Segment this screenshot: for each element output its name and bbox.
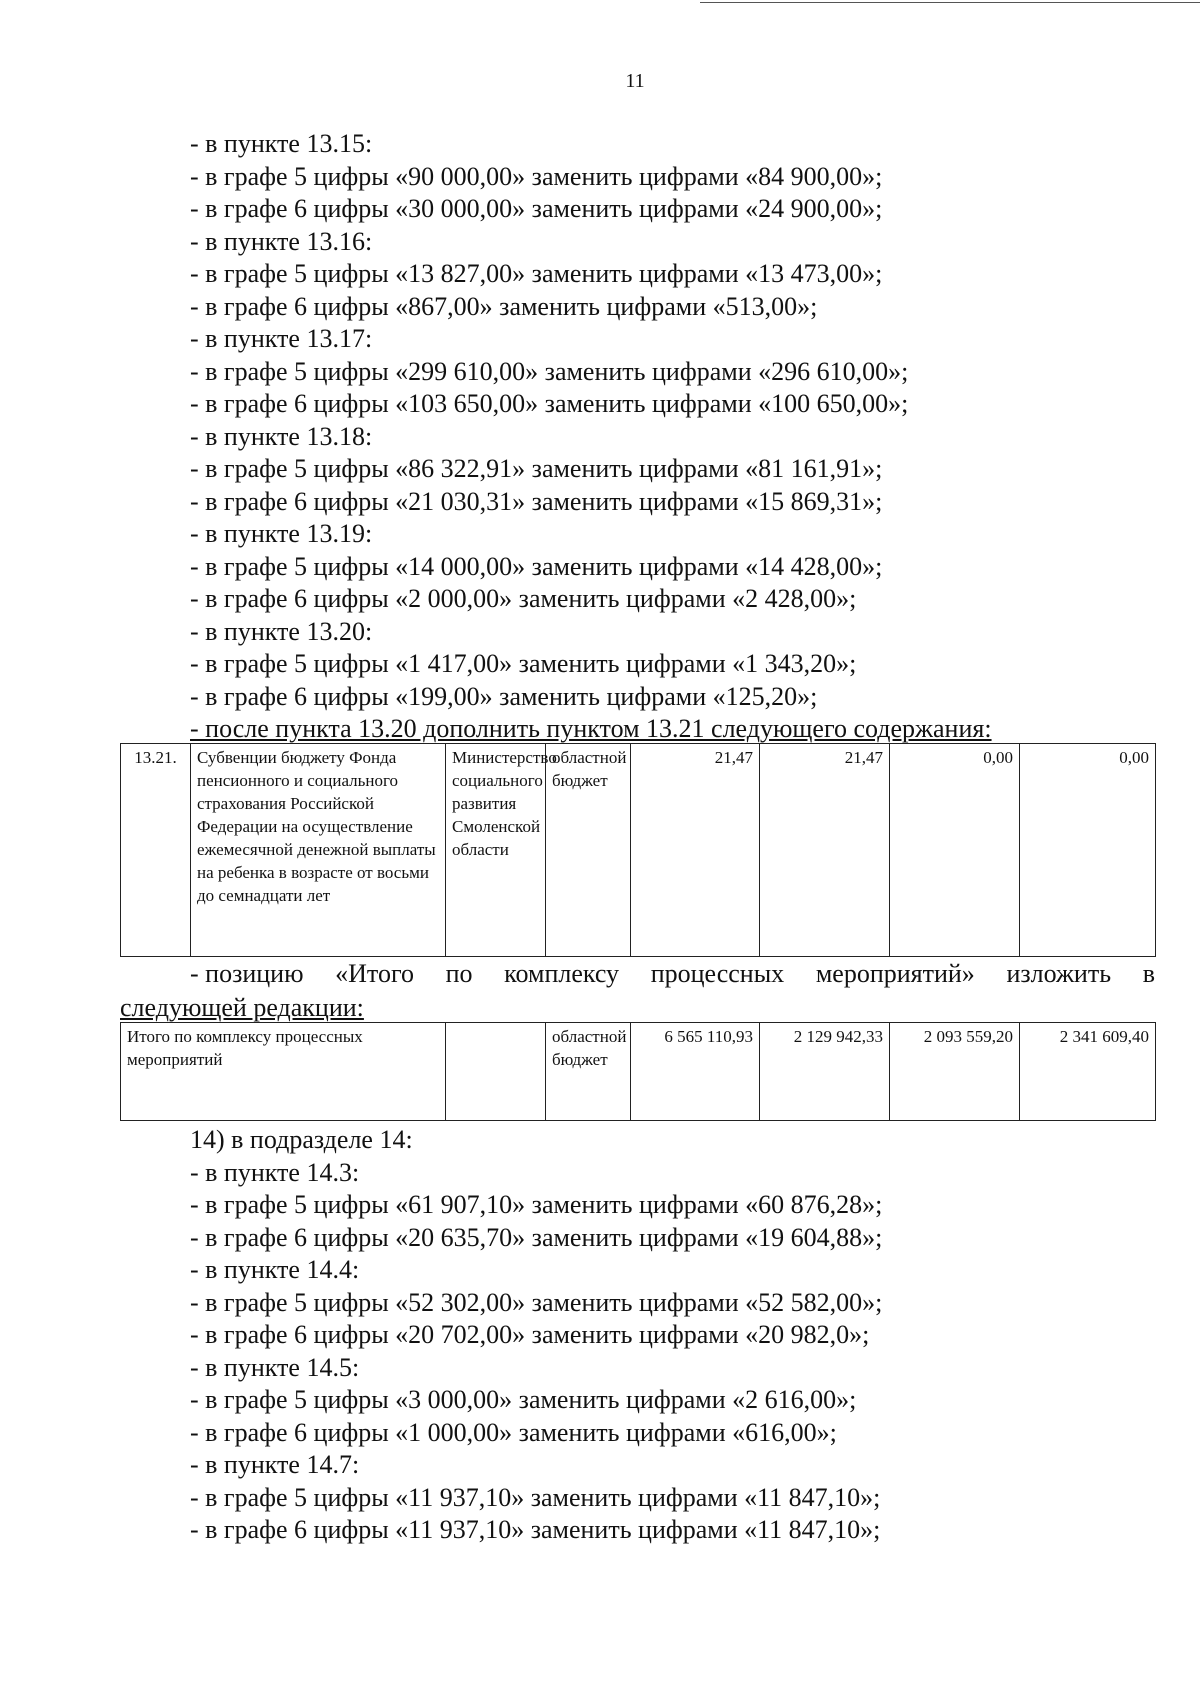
text-line: - в графе 6 цифры «103 650,00» заменить цифрами «100 650,00»; — [190, 389, 909, 418]
page-number: 11 — [625, 70, 645, 92]
text-line: - в графе 5 цифры «52 302,00» заменить цифрами «52 582,00»; — [190, 1287, 883, 1317]
paragraph-word: изложить — [1006, 959, 1112, 988]
funding-source-cell: областной бюджет — [546, 744, 631, 957]
total-name-cell: Итого по комплексу процессных мероприятий — [121, 1023, 446, 1121]
text-line: - в графе 5 цифры «13 827,00» заменить цифрами «13 473,00»; — [190, 259, 883, 288]
text-line: - в графе 5 цифры «11 937,10» заменить цифрами «11 847,10»; — [190, 1482, 881, 1512]
text-line: - в графе 6 цифры «2 000,00» заменить цифрами «2 428,00»; — [190, 584, 857, 613]
executor-cell — [446, 1023, 546, 1121]
amendments-section-13 — [190, 128, 1090, 746]
scan-top-rule — [700, 2, 1200, 3]
text-line: 14) в подразделе 14: — [190, 1125, 413, 1154]
item-name-cell: Субвенции бюджету Фонда пенсионного и социального страхования Российской Федерации на осуществление ежемесячной денежной выплаты на ребенка в возрасте от восьми до семнадцати лет — [191, 744, 446, 957]
item-number-cell: 13.21. — [121, 744, 191, 957]
text-line: - в пункте 13.20: — [190, 616, 373, 646]
paragraph-word: - позицию — [190, 959, 304, 988]
table-row — [121, 744, 1156, 957]
text-line: - в графе 6 цифры «199,00» заменить цифрами «125,20»; — [190, 681, 818, 711]
position-paragraph — [190, 958, 1155, 991]
text-line: - в пункте 13.18: — [190, 421, 373, 451]
year1-amount-cell: 2 129 942,33 — [760, 1023, 890, 1121]
paragraph-word: «Итого — [335, 959, 414, 988]
text-line: - в графе 5 цифры «61 907,10» заменить цифрами «60 876,28»; — [190, 1190, 883, 1219]
funding-source-cell: областной бюджет — [546, 1023, 631, 1121]
text-line: - в графе 6 цифры «30 000,00» заменить цифрами «24 900,00»; — [190, 194, 883, 223]
paragraph-word: мероприятий» — [815, 959, 975, 988]
table-row — [121, 1023, 1156, 1121]
paragraph-word: процессных — [650, 959, 785, 988]
text-line: - в пункте 14.7: — [190, 1450, 360, 1479]
text-line: - в графе 6 цифры «20 702,00» заменить цифрами «20 982,0»; — [190, 1320, 870, 1349]
table-total — [120, 1022, 1156, 1121]
paragraph-word: в — [1142, 959, 1155, 988]
text-line: - в пункте 13.15: — [190, 129, 373, 158]
text-line: - в пункте 14.3: — [190, 1157, 360, 1187]
text-line: - в графе 5 цифры «1 417,00» заменить цифрами «1 343,20»; — [190, 649, 857, 678]
text-line: - в графе 6 цифры «1 000,00» заменить цифрами «616,00»; — [190, 1417, 837, 1447]
year2-amount-cell: 2 093 559,20 — [890, 1023, 1020, 1121]
year2-amount-cell: 0,00 — [890, 744, 1020, 957]
text-line: - в графе 5 цифры «14 000,00» заменить цифрами «14 428,00»; — [190, 551, 883, 581]
text-line: - в графе 6 цифры «21 030,31» заменить цифрами «15 869,31»; — [190, 486, 883, 516]
year3-amount-cell: 2 341 609,40 — [1020, 1023, 1156, 1121]
paragraph-word: по — [445, 959, 473, 988]
text-line: - в пункте 14.5: — [190, 1352, 360, 1382]
text-line: - в графе 6 цифры «11 937,10» заменить цифрами «11 847,10»; — [190, 1515, 881, 1544]
text-line: - в пункте 13.17: — [190, 324, 373, 353]
text-line: - в графе 5 цифры «90 000,00» заменить цифрами «84 900,00»; — [190, 161, 883, 191]
text-line: - в графе 6 цифры «867,00» заменить цифрами «513,00»; — [190, 291, 818, 321]
paragraph-continuation: следующей редакции: — [120, 993, 364, 1022]
total-amount-cell: 6 565 110,93 — [631, 1023, 760, 1121]
text-line: - в графе 6 цифры «20 635,70» заменить цифрами «19 604,88»; — [190, 1222, 883, 1252]
text-line: - после пункта 13.20 дополнить пунктом 13.21 следующего содержания: — [190, 714, 992, 743]
text-line: - в графе 5 цифры «3 000,00» заменить цифрами «2 616,00»; — [190, 1385, 857, 1414]
table-item-13-21 — [120, 743, 1156, 957]
executor-cell: Министерство социального развития Смоленской области — [446, 744, 546, 957]
text-line: - в графе 5 цифры «86 322,91» заменить цифрами «81 161,91»; — [190, 454, 883, 483]
year1-amount-cell: 21,47 — [760, 744, 890, 957]
paragraph-word: комплексу — [504, 959, 620, 988]
text-line: - в пункте 13.16: — [190, 226, 373, 256]
amendments-section-14 — [190, 1124, 1090, 1547]
total-amount-cell: 21,47 — [631, 744, 760, 957]
text-line: - в графе 5 цифры «299 610,00» заменить цифрами «296 610,00»; — [190, 356, 909, 386]
year3-amount-cell: 0,00 — [1020, 744, 1156, 957]
text-line: - в пункте 13.19: — [190, 519, 373, 548]
text-line: - в пункте 14.4: — [190, 1255, 360, 1284]
